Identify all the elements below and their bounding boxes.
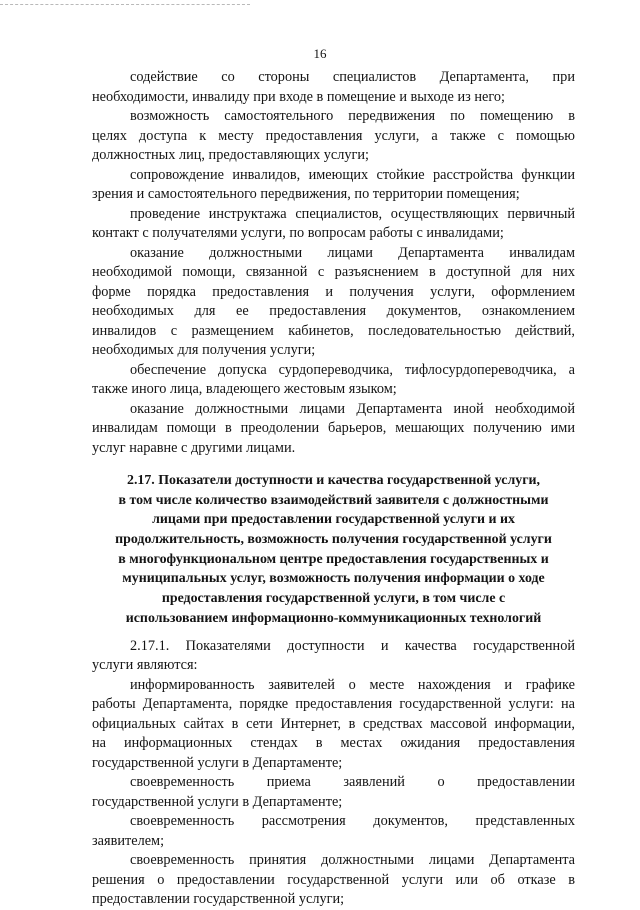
text-line: оказание должностными лицами Департамента инвалидам [130, 244, 575, 261]
text-line: сопровождение инвалидов, имеющих стойкие расстройства функции [130, 166, 575, 183]
text-line: также иного лица, владеющего жестовым языком; [92, 381, 397, 397]
text-line: необходимости, инвалиду при входе в помещение и выходе из него; [92, 88, 505, 105]
text-line: контакт с получателями услуги, по вопросам работы с инвалидами; [92, 225, 504, 241]
text-line: зрения и самостоятельного передвижения, по территории помещения; [92, 186, 520, 202]
text-line: необходимой помощи, связанной с разъяснением в доступной для них [92, 264, 575, 280]
heading-line: 2.17. Показатели доступности и качества государственной услуги, [127, 473, 540, 488]
heading-line: продолжительность, возможность получения государственной услуги [115, 532, 552, 548]
paragraph-block-accessibility-measures [92, 68, 575, 458]
text-line: предоставлении государственной услуги; [92, 891, 345, 907]
heading-line: муниципальных услуг, возможность получения информации о ходе [122, 571, 545, 587]
text-line: форме порядка предоставления и получения услуги, оформлением [92, 283, 575, 300]
text-line: решения о предоставлении государственной услуги или об отказе в [92, 871, 575, 888]
heading-line: в том числе количество взаимодействий заявителя с должностными [118, 492, 549, 508]
text-line: необходимых для получения услуги; [92, 342, 316, 358]
text-line: возможность самостоятельного передвижения по помещению в [130, 108, 575, 124]
heading-line: в многофункциональном центре предоставления государственных и [118, 551, 549, 567]
text-line: государственной услуги в Департаменте; [92, 793, 343, 810]
text-line: оказание должностными лицами Департамента иной необходимой [130, 400, 575, 417]
page-number: 16 [313, 46, 327, 61]
text-line: официальных сайтах в сети Интернет, в средствах массовой информации, [92, 715, 575, 732]
text-line: проведение инструктажа специалистов, осуществляющих первичный [130, 205, 575, 222]
text-line: содействие со стороны специалистов Департамента, при [130, 69, 575, 85]
text-line: работы Департамента, порядке предоставления государственной услуги: на [92, 696, 575, 712]
paragraph-block-quality-indicators [92, 637, 575, 910]
heading-line: предоставления государственной услуги, в том числе с [161, 591, 506, 607]
text-line: целях доступа к месту предоставления услуги, а также с помощью [92, 127, 575, 144]
text-line: своевременность принятия должностными лицами Департамента [130, 852, 575, 868]
text-line: на информационных стендах в местах ожидания предоставления [92, 735, 575, 751]
section-heading-2-17 [92, 471, 575, 629]
scan-artifact-line [0, 4, 250, 5]
text-line: своевременность рассмотрения документов, представленных [130, 813, 575, 829]
text-line: 2.17.1. Показателями доступности и качества государственной [130, 637, 575, 654]
text-line: информированность заявителей о месте нахождения и графике [130, 676, 575, 693]
text-line: услуг наравне с другими лицами. [92, 439, 296, 456]
text-line: инвалидам помощи в преодолении барьеров, мешающих получению ими [92, 420, 575, 436]
text-line: обеспечение допуска сурдопереводчика, тифлосурдопереводчика, а [130, 361, 575, 378]
text-line: инвалидов с размещением кабинетов, последовательностью действий, [92, 322, 575, 339]
heading-line: лицами при предоставлении государственной услуги и их [152, 512, 515, 528]
text-line: необходимых для ее предоставления документов, ознакомлением [92, 303, 575, 319]
heading-line: использованием информационно-коммуникационных технологий [125, 610, 542, 626]
paragraph-spacer [92, 458, 575, 471]
text-line: своевременность приема заявлений о предоставлении [130, 774, 575, 790]
text-line: услуги являются: [92, 657, 198, 673]
document-body [92, 68, 575, 910]
paragraph-spacer [92, 629, 575, 637]
text-line: государственной услуги в Департаменте; [92, 754, 343, 771]
text-line: заявителем; [92, 832, 165, 849]
text-line: должностных лиц, предоставляющих услуги; [92, 147, 370, 163]
